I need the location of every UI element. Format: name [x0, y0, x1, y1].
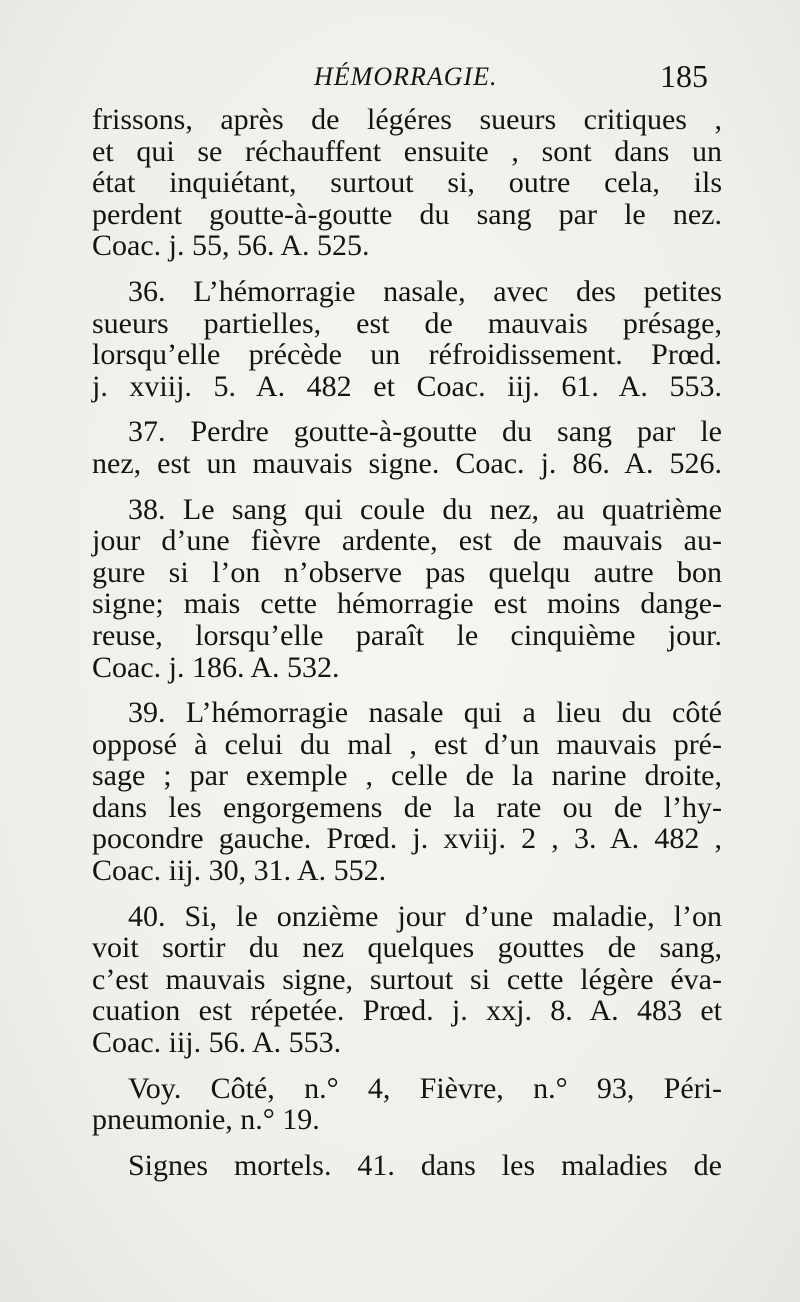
text-line: Coac. iij. 30, 31. A. 552. [92, 854, 387, 888]
text-line: état inquiétant, surtout si, outre cela, ils [92, 166, 722, 200]
text-line: frissons, après de légéres sueurs critiques , [92, 103, 722, 136]
text-line: signe; mais cette hémorragie est moins dange- [92, 587, 722, 621]
text-line: reuse, lorsqu’elle paraît le cinquième jour. [92, 618, 722, 652]
text-line: lorsqu’elle précède un réfroidissement. Prœd. [92, 338, 722, 372]
text-line: 36. L’hémorragie nasale, avec des petites [128, 274, 722, 308]
text-line: sueurs partielles, est de mauvais présage, [92, 306, 722, 340]
text-line: opposé à celui du mal , est d’un mauvais pré- [92, 727, 722, 761]
text-line: dans les engorgemens de la rate ou de l’hy- [92, 790, 722, 824]
text-line: Signes mortels. 41. dans les maladies de [128, 1148, 722, 1182]
cross-reference-line: pneumonie, n.° 19. [92, 1103, 320, 1137]
text-line: gure si l’on n’observe pas quelqu autre bon [92, 555, 722, 589]
text-line: 40. Si, le onzième jour d’une maladie, l’on [128, 899, 722, 933]
body-text [92, 104, 722, 1181]
text-line: Coac. j. 186. A. 532. [92, 650, 340, 684]
text-line: perdent goutte-à-goutte du sang par le nez. [92, 197, 722, 231]
text-line: Coac. j. 55, 56. A. 525. [92, 229, 370, 263]
text-line: voit sortir du nez quelques gouttes de sang, [92, 931, 722, 965]
page-header [92, 58, 712, 98]
text-line: pocondre gauche. Prœd. j. xviij. 2 , 3. A. 482 , [92, 822, 722, 856]
text-line: nez, est un mauvais signe. Coac. j. 86. A. 526. [92, 446, 722, 480]
text-line: j. xviij. 5. A. 482 et Coac. iij. 61. A. 553. [92, 369, 722, 403]
text-line: sage ; par exemple , celle de la narine droite, [92, 759, 722, 793]
text-line: et qui se réchauffent ensuite , sont dans un [92, 134, 722, 168]
text-line: 38. Le sang qui coule du nez, au quatrième [128, 492, 722, 526]
text-line: 37. Perdre goutte-à-goutte du sang par le [128, 415, 722, 449]
text-line: Coac. iij. 56. A. 553. [92, 1026, 342, 1060]
page-number: 185 [660, 58, 708, 94]
text-line: c’est mauvais signe, surtout si cette légère éva- [92, 962, 722, 996]
text-line: 39. L’hémorragie nasale qui a lieu du côté [128, 696, 722, 730]
text-line: jour d’une fièvre ardente, est de mauvais au- [92, 524, 722, 558]
running-title: HÉMORRAGIE. [314, 62, 498, 91]
text-line: cuation est répetée. Prœd. j. xxj. 8. A. 483 et [92, 994, 722, 1028]
cross-reference-line: Voy. Côté, n.° 4, Fièvre, n.° 93, Péri- [128, 1071, 722, 1105]
